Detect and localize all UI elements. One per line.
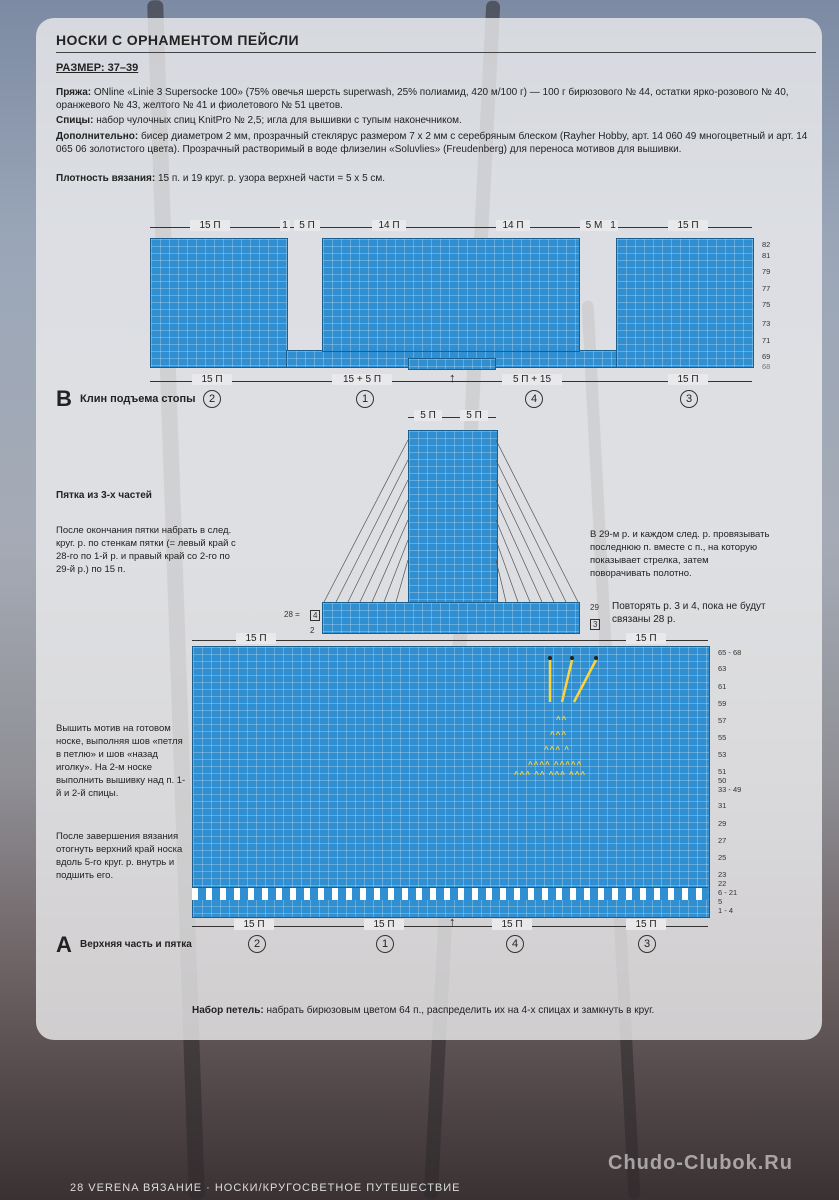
chart-b-top-label-5: 14 П (496, 220, 530, 231)
caston-text: набрать бирюзовым цветом 64 п., распределить их на 4-х спицах и замкнуть в круг. (266, 1005, 655, 1016)
chart-b-top-label-8: 15 П (668, 220, 708, 231)
chart-a-letter: А (56, 932, 72, 957)
embroidery-motif-row: ^^^ ^ (544, 745, 570, 754)
heel-right-number: 29 (590, 603, 599, 612)
chart-a-row-number: 61 (718, 682, 727, 691)
chart-b-letter: В (56, 386, 72, 411)
watermark: Chudo-Clubok.Ru (608, 1152, 793, 1174)
chart-a-row-number: 22 (718, 879, 727, 888)
chart-a-row-number: 25 (718, 853, 727, 862)
chart-b-top-label-2: 1 (280, 220, 290, 231)
chart-a-row-number: 1 - 4 (718, 906, 734, 915)
heel-left-text: После окончания пятки набрать в след. круг. р. по стенкам пятки (= левый край с 28-го по 1-й р. и правый край со 2-го по 29-й р.) по 15 п. (56, 525, 236, 575)
chart-b-row-number: 69 (762, 352, 771, 361)
needles-text: набор чулочных спиц KnitPro № 2,5; игла для вышивки с тупым наконечником. (96, 115, 462, 126)
chart-a-row-number: 63 (718, 664, 727, 673)
heel-right-text: В 29-м р. и каждом след. р. провязывать последнюю п. вместе с п., на которую показывает стрелка, затем поворачивать полотно. (590, 529, 770, 579)
chart-b-row-number: 68 (762, 362, 771, 371)
chart-b-bottom-label-1: 15 П (192, 374, 232, 385)
heel-stitch-lines (300, 430, 600, 610)
chart-a-top-label-1: 15 П (236, 633, 276, 644)
chart-a-row-number: 53 (718, 750, 727, 759)
embroidery-motif-row: ^^^ (550, 730, 568, 739)
chart-a-caption: Верхняя часть и пятка (80, 939, 192, 950)
finish-instructions: После завершения вязания отогнуть верхний край носка вдоль 5-го круг. р. внутрь и подшить его. (56, 831, 183, 881)
yarn-text: ONline «Linie 3 Supersocke 100» (75% овечья шерсть superwash, 25% полиамид, 420 м/100 г) — 100 г бирюзового № 44, остатки ярко-розового № 40, оранжевого № 43, желтого № 41 и фиолетового № 51 цветов. (56, 87, 789, 111)
chart-b-row-number: 71 (762, 336, 771, 345)
chart-a-arrow-up-icon: ↑ (449, 914, 456, 929)
chart-b-caption: Клин подъема стопы (80, 393, 196, 405)
chart-a-bottom-label-3: 15 П (492, 919, 532, 930)
chart-b-bottom-label-4: 15 П (668, 374, 708, 385)
chart-a-row-number: 33 - 49 (718, 785, 742, 794)
density-text: 15 п. и 19 круг. р. узора верхней части = 5 х 5 см. (157, 173, 386, 184)
embroidery-stems (540, 652, 610, 722)
yarn-label: Пряжа: (56, 87, 92, 98)
chart-a-row-number: 29 (718, 819, 727, 828)
heel-left-number: 2 (310, 626, 315, 635)
chart-b-top-dim-line (150, 227, 752, 228)
chart-a-bottom-label-4: 15 П (626, 919, 666, 930)
chart-a-needle-circle: 4 (506, 934, 524, 953)
chart-b-block-notch (408, 358, 496, 370)
chart-a-row-number: 50 (718, 776, 727, 785)
chart-b-top-label-7: 1 (608, 220, 618, 231)
page-title: НОСКИ С ОРНАМЕНТОМ ПЕЙСЛИ (56, 32, 299, 48)
page-footer: 28 VERENA ВЯЗАНИЕ · НОСКИ/КРУГОСВЕТНОЕ ПУТЕШЕСТВИЕ (70, 1182, 461, 1194)
chart-a-row-number: 27 (718, 836, 727, 845)
extra-label: Дополнительно: (56, 131, 139, 142)
chart-b-row-number: 81 (762, 251, 771, 260)
embroidery-instructions: Вышить мотив на готовом носке, выполняя шов «петля в петлю» и шов «назад иголку». На 2-м носке выполнить вышивку над п. 1-й и 2-й спицы. (56, 723, 186, 799)
heel-top-label-2: 5 П (460, 410, 488, 421)
chart-b-row-number: 82 (762, 240, 771, 249)
chart-a-bottom-label-1: 15 П (234, 919, 274, 930)
needles-paragraph (56, 114, 808, 127)
chart-b-needle-circle: 2 (203, 389, 221, 408)
chart-a-row-number: 59 (718, 699, 727, 708)
chart-a-top-label-2: 15 П (626, 633, 666, 644)
embroidery-motif-row: ^^ (556, 715, 568, 724)
chart-a-row-number: 31 (718, 801, 727, 810)
chart-a-row-number: 23 (718, 870, 727, 879)
chart-a-bottom-label-2: 15 П (364, 919, 404, 930)
embroidery-motif-row: ^^^ ^^ ^^^ ^^^ (514, 770, 587, 779)
embroidery-motif-row: ^^^^ ^^^^^ (528, 760, 583, 769)
heel-top-label-1: 5 П (414, 410, 442, 421)
chart-b-bottom-label-3: 5 П + 15 (502, 374, 562, 385)
chart-a-row-number: 51 (718, 767, 727, 776)
chart-b-row-number: 75 (762, 300, 771, 309)
chart-a-needle-circle: 1 (376, 934, 394, 953)
chart-a-needle-circle: 2 (248, 934, 266, 953)
extra-paragraph (56, 130, 808, 156)
heel-left-number: 4 (310, 610, 320, 621)
heel-left-number: 28 = (284, 610, 300, 619)
chart-a-bead-row (192, 887, 708, 900)
heel-right-number: 3 (590, 619, 600, 630)
needles-label: Спицы: (56, 115, 94, 126)
extra-text: бисер диаметром 2 мм, прозрачный стеклярус размером 7 х 2 мм с серебряным блеском (Rayher Hobby, арт. 14 060 49 многоцветный и арт. 14 065 06 золотистого цвета). Прозрачный растворимый в воде флизелин «Soluvlies» (Freudenberg) для переноса мотивов для вышивки. (56, 131, 808, 155)
caston-label: Набор петель: (192, 1005, 264, 1016)
chart-a-main-block (192, 646, 710, 918)
chart-a-row-number: 6 - 21 (718, 888, 738, 897)
heel-title: Пятка из 3-х частей (56, 490, 152, 501)
chart-b-block-center (322, 238, 580, 352)
chart-a-row-number: 55 (718, 733, 727, 742)
chart-a-needle-circle: 3 (638, 934, 656, 953)
chart-b-row-number: 77 (762, 284, 771, 293)
chart-b-bottom-label-2: 15 + 5 П (332, 374, 392, 385)
chart-b-needle-circle: 3 (680, 389, 698, 408)
chart-b-block-right (616, 238, 754, 368)
density-paragraph (56, 172, 808, 185)
chart-b-row-number: 79 (762, 267, 771, 276)
chart-b-top-label-3: 5 П (294, 220, 320, 231)
caston-paragraph (192, 1004, 712, 1017)
chart-b-arrow-up-icon: ↑ (449, 370, 456, 385)
density-label: Плотность вязания: (56, 173, 156, 184)
chart-b-block-left (150, 238, 288, 368)
chart-a-row-number: 57 (718, 716, 727, 725)
chart-b-row-number: 73 (762, 319, 771, 328)
chart-b-needle-circle: 4 (525, 389, 543, 408)
chart-a-row-number: 5 (718, 897, 723, 906)
chart-b-top-label-4: 14 П (372, 220, 406, 231)
size-heading: РАЗМЕР: 37–39 (56, 62, 139, 74)
chart-a-row-number: 65 - 68 (718, 648, 742, 657)
heel-repeat-text: Повторять р. 3 и 4, пока не будут связаны 28 р. (612, 601, 766, 625)
title-rule (56, 52, 816, 53)
yarn-paragraph (56, 86, 808, 112)
chart-b-needle-circle: 1 (356, 389, 374, 408)
chart-b-top-label-1: 15 П (190, 220, 230, 231)
chart-b-top-label-6: 5 М (580, 220, 608, 231)
